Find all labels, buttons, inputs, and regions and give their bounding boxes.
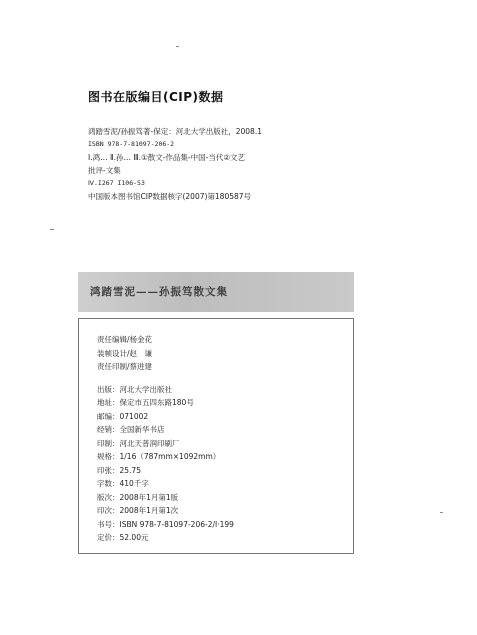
cip-subject-line-continued: 批评-文集 bbox=[88, 166, 121, 175]
isbn-row: 书号：ISBN 978-7-81097-206-2/I·199 bbox=[97, 519, 234, 529]
price-row: 定价：52.00元 bbox=[97, 533, 149, 542]
cip-bibliographic-line: 鸿踏雪泥/孙振笃著-保定：河北大学出版社，2008.1 bbox=[88, 127, 262, 136]
format-row: 规格：1/16（787mm×1092mm） bbox=[97, 452, 221, 461]
scan-speck bbox=[440, 512, 443, 513]
imprint-box bbox=[78, 318, 354, 554]
designer-credit: 装帧设计/赵 谦 bbox=[97, 348, 153, 358]
scan-speck bbox=[176, 46, 179, 47]
edition-row: 版次：2008年1月第1版 bbox=[97, 492, 179, 502]
cip-isbn-line: ISBN 978-7-81097-206-2 bbox=[88, 140, 175, 148]
cip-record-number-line: 中国版本图书馆CIP数据核字(2007)第180587号 bbox=[88, 192, 252, 201]
cip-data-section bbox=[88, 88, 388, 203]
printer-row: 印制：河北天普润印刷厂 bbox=[97, 438, 180, 448]
printing-row: 印次：2008年1月第1次 bbox=[97, 506, 179, 515]
editor-credit: 责任编辑/杨金花 bbox=[97, 335, 153, 344]
sheets-row: 印张：25.75 bbox=[97, 465, 141, 475]
scan-speck bbox=[50, 229, 54, 230]
cip-subject-line: Ⅰ.鸿… Ⅱ.孙… Ⅲ.①散文-作品集-中国-当代②文艺 bbox=[88, 153, 246, 162]
book-title-band bbox=[78, 272, 354, 312]
credits-spacer bbox=[97, 374, 337, 383]
cip-classification-line: Ⅳ.I267 I106-53 bbox=[88, 179, 145, 187]
imprint-details bbox=[97, 333, 337, 545]
distributor-row: 经销：全国新华书店 bbox=[97, 425, 165, 434]
address-row: 地址：保定市五四东路180号 bbox=[97, 398, 194, 407]
print-supervisor-credit: 责任印制/蔡进建 bbox=[97, 362, 153, 371]
word-count-row: 字数：410千字 bbox=[97, 479, 149, 488]
book-title: 鸿踏雪泥——孙振笃散文集 bbox=[90, 286, 228, 298]
postcode-row: 邮编：071002 bbox=[97, 411, 149, 421]
cip-heading: 图书在版编目(CIP)数据 bbox=[88, 90, 224, 104]
publisher-row: 出版：河北大学出版社 bbox=[97, 384, 172, 394]
